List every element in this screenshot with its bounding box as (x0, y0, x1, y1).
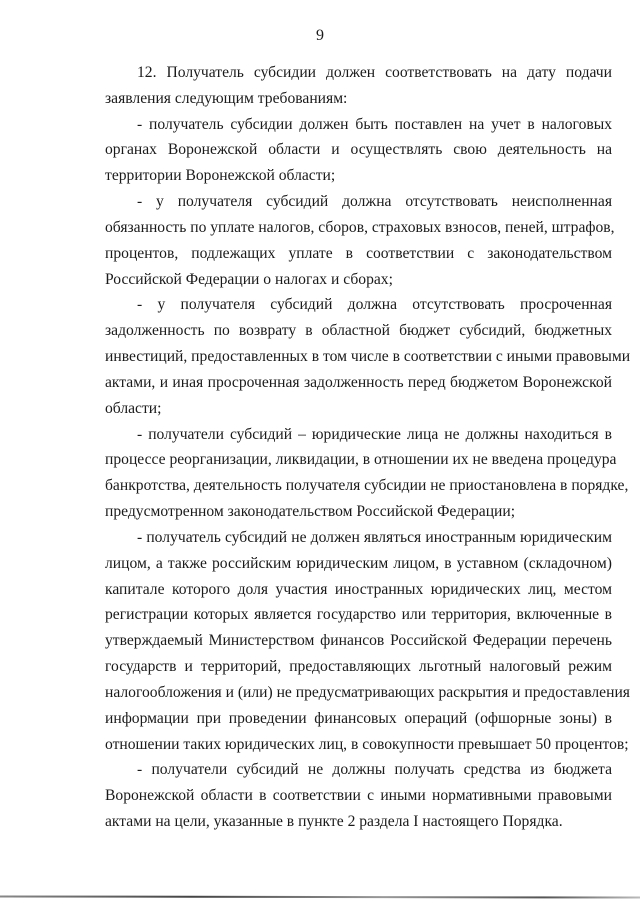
text-line: государств и территорий, предоставляющих льготный налоговый режим (105, 658, 612, 676)
paragraph (105, 112, 612, 189)
text-line: капитале которого доля участия иностранных юридических лиц, местом (105, 580, 612, 598)
text-line: регистрации которых является государство или территория, включенные в (105, 606, 612, 624)
paragraph (105, 422, 629, 525)
text-line: процентов, подлежащих уплате в соответствии с законодательством (105, 244, 612, 262)
text-line: Российской Федерации о налогах и сборах; (105, 270, 393, 288)
text-line: лицом, а также российским юридическим лицом, в уставном (складочном) (105, 554, 612, 572)
document-body (105, 60, 631, 835)
text-line: - у получателя субсидий должна отсутствовать неисполненная (137, 193, 612, 211)
text-line: налогообложения и (или) не предусматривающих раскрытия и предоставления (105, 683, 630, 701)
text-line: территории Воронежской области; (105, 167, 336, 185)
text-line: Воронежской области в соответствии с иными нормативными правовыми (105, 787, 612, 805)
page-bottom-edge (0, 895, 640, 898)
text-line: - получатели субсидий не должны получать средства из бюджета (137, 761, 612, 779)
text-line: области; (105, 399, 162, 417)
text-line: актами на цели, указанные в пункте 2 раздела I настоящего Порядка. (105, 813, 563, 831)
text-line: инвестиций, предоставленных в том числе в соответствии с иными правовыми (105, 348, 631, 366)
text-line: утверждаемый Министерством финансов Российской Федерации перечень (105, 632, 612, 650)
paragraph (105, 757, 612, 834)
text-line: 12. Получатель субсидии должен соответствовать на дату подачи (137, 64, 612, 81)
text-line: - получатель субсидий не должен являться иностранным юридическим (137, 528, 612, 546)
text-line: предусмотренном законодательством Российской Федерации; (105, 503, 516, 521)
text-line: - получатели субсидий – юридические лица не должны находиться в (137, 425, 612, 443)
text-line: информации при проведении финансовых операций (офшорные зоны) в (105, 709, 612, 727)
text-line: - получатель субсидии должен быть поставлен на учет в налоговых (137, 115, 612, 133)
paragraph (105, 525, 630, 757)
text-line: банкротства, деятельность получателя субсидии не приостановлена в порядке, (105, 477, 629, 495)
page-number: 9 (316, 27, 324, 44)
text-line: - у получателя субсидий должна отсутствовать просроченная (137, 296, 612, 314)
paragraph (105, 60, 612, 112)
text-line: процессе реорганизации, ликвидации, в отношении их не введена процедура (105, 451, 617, 469)
text-line: органах Воронежской области и осуществлять свою деятельность на (105, 141, 612, 159)
paragraph (105, 292, 631, 421)
text-line: актами, и иная просроченная задолженность перед бюджетом Воронежской (105, 373, 612, 391)
paragraph (105, 189, 615, 292)
text-line: задолженность по возврату в областной бюджет субсидий, бюджетных (105, 322, 612, 340)
text-line: отношении таких юридических лиц, в совокупности превышает 50 процентов; (105, 735, 629, 753)
text-line: обязанность по уплате налогов, сборов, страховых взносов, пеней, штрафов, (105, 218, 615, 236)
text-line: заявления следующим требованиям: (105, 89, 348, 107)
